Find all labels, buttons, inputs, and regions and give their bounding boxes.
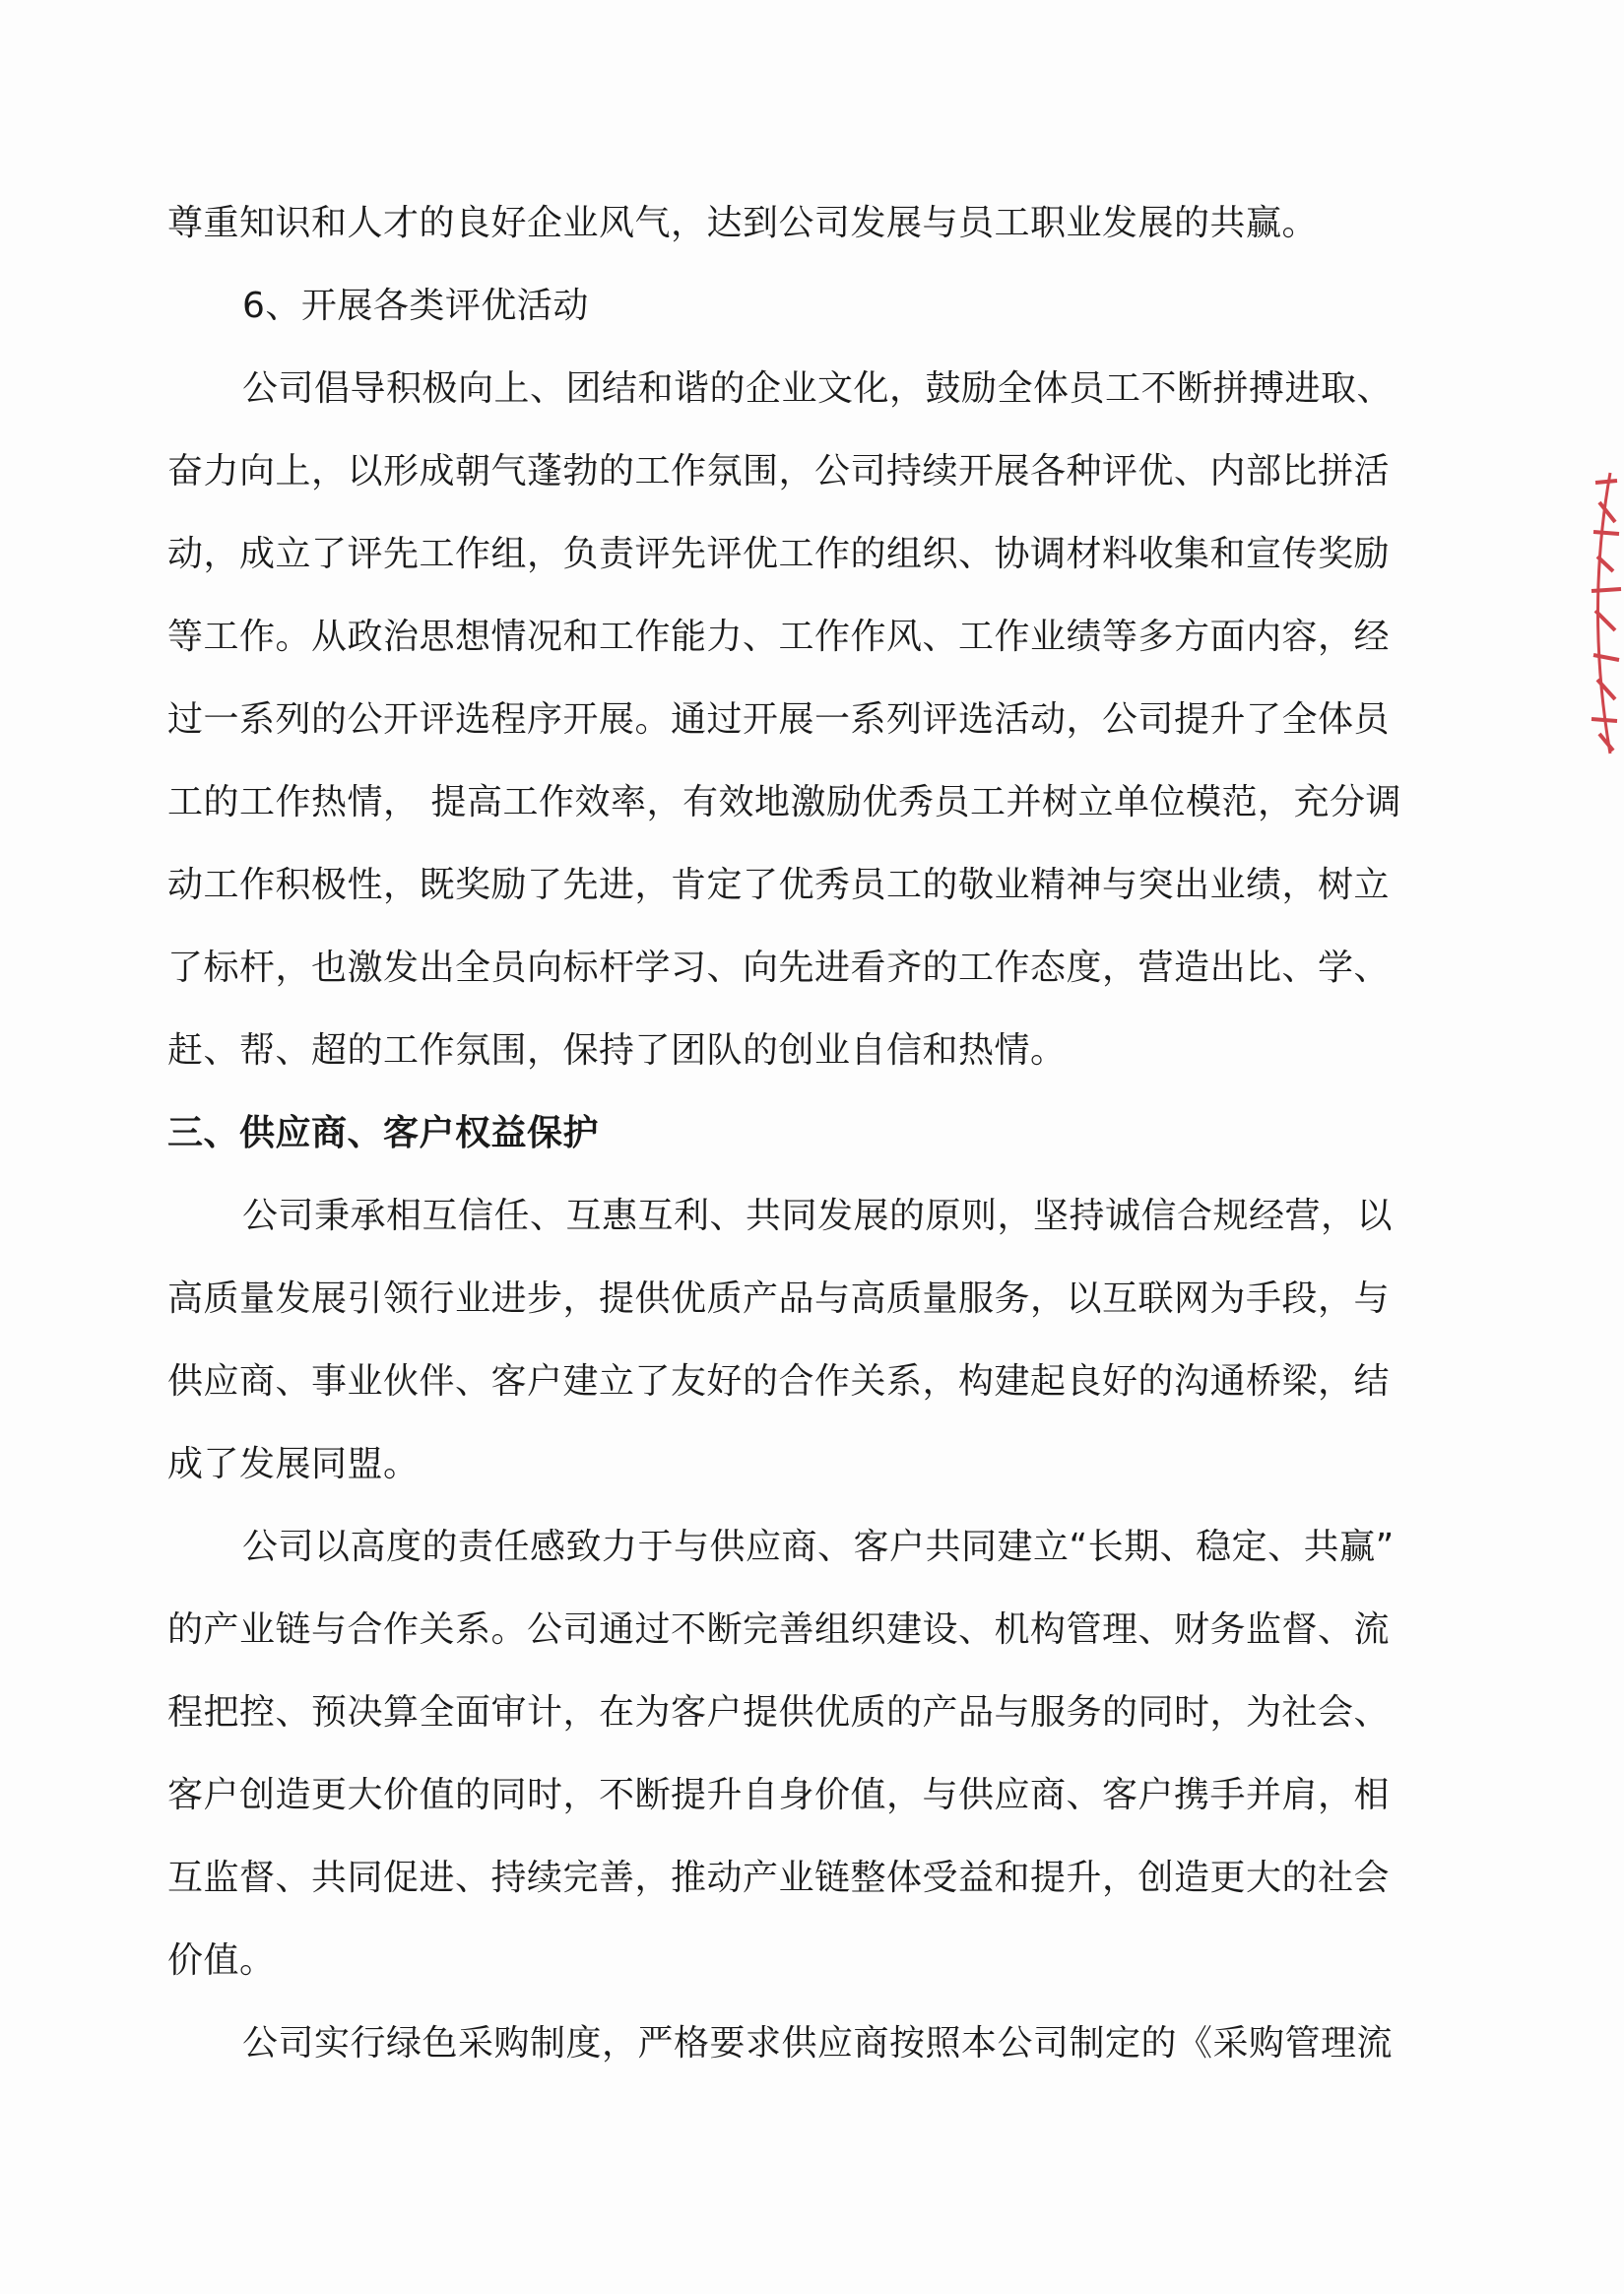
paragraph-line: 供应商、事业伙伴、客户建立了友好的合作关系，构建起良好的沟通桥梁，结 xyxy=(167,1361,1391,1402)
paragraph-line: 了标杆，也激发出全员向标杆学习、向先进看齐的工作态度，营造出比、学、 xyxy=(167,948,1391,988)
paragraph-line: 程把控、预决算全面审计，在为客户提供优质的产品与服务的同时，为社会、 xyxy=(167,1692,1391,1733)
paragraph-line: 价值。 xyxy=(167,1940,276,1981)
paragraph-line: 互监督、共同促进、持续完善，推动产业链整体受益和提升，创造更大的社会 xyxy=(167,1858,1391,1898)
document-body xyxy=(167,182,1492,2085)
section-heading-3: 三、供应商、客户权益保护 xyxy=(167,1113,600,1153)
paragraph-line: 的产业链与合作关系。公司通过不断完善组织建设、机构管理、财务监督、流 xyxy=(167,1609,1391,1650)
paragraph-line: 公司秉承相互信任、互惠互利、共同发展的原则，坚持诚信合规经营，以 xyxy=(242,1196,1394,1236)
paragraph-line: 工的工作热情， 提高工作效率，有效地激励优秀员工并树立单位模范，充分调 xyxy=(167,782,1401,822)
paragraph-line: 客户创造更大价值的同时，不断提升自身价值，与供应商、客户携手并肩，相 xyxy=(167,1775,1391,1815)
section-heading-6: 6、开展各类评优活动 xyxy=(242,286,589,326)
paragraph-line: 奋力向上，以形成朝气蓬勃的工作氛围，公司持续开展各种评优、内部比拼活 xyxy=(167,451,1391,492)
paragraph-line: 过一系列的公开评选程序开展。通过开展一系列评选活动，公司提升了全体员 xyxy=(167,699,1391,740)
paragraph-line: 等工作。从政治思想情况和工作能力、工作作风、工作业绩等多方面内容，经 xyxy=(167,617,1391,657)
paragraph-line: 公司实行绿色采购制度，严格要求供应商按照本公司制定的《采购管理流 xyxy=(242,2023,1394,2064)
paragraph-line: 赶、帮、超的工作氛围，保持了团队的创业自信和热情。 xyxy=(167,1030,1067,1071)
paragraph-line: 公司以高度的责任感致力于与供应商、客户共同建立“长期、稳定、共赢” xyxy=(242,1527,1395,1567)
paragraph-line: 尊重知识和人才的良好企业风气，达到公司发展与员工职业发展的共赢。 xyxy=(167,203,1319,243)
paragraph-line: 动工作积极性，既奖励了先进，肯定了优秀员工的敬业精神与突出业绩，树立 xyxy=(167,865,1391,905)
paragraph-line: 公司倡导积极向上、团结和谐的企业文化，鼓励全体员工不断拼搏进取、 xyxy=(242,368,1394,409)
paragraph-line: 动，成立了评先工作组，负责评先评优工作的组织、协调材料收集和宣传奖励 xyxy=(167,534,1391,574)
paragraph-line: 高质量发展引领行业进步，提供优质产品与高质量服务，以互联网为手段，与 xyxy=(167,1278,1391,1319)
seal-fragment-icon xyxy=(1556,463,1624,758)
paragraph-line: 成了发展同盟。 xyxy=(167,1444,420,1484)
